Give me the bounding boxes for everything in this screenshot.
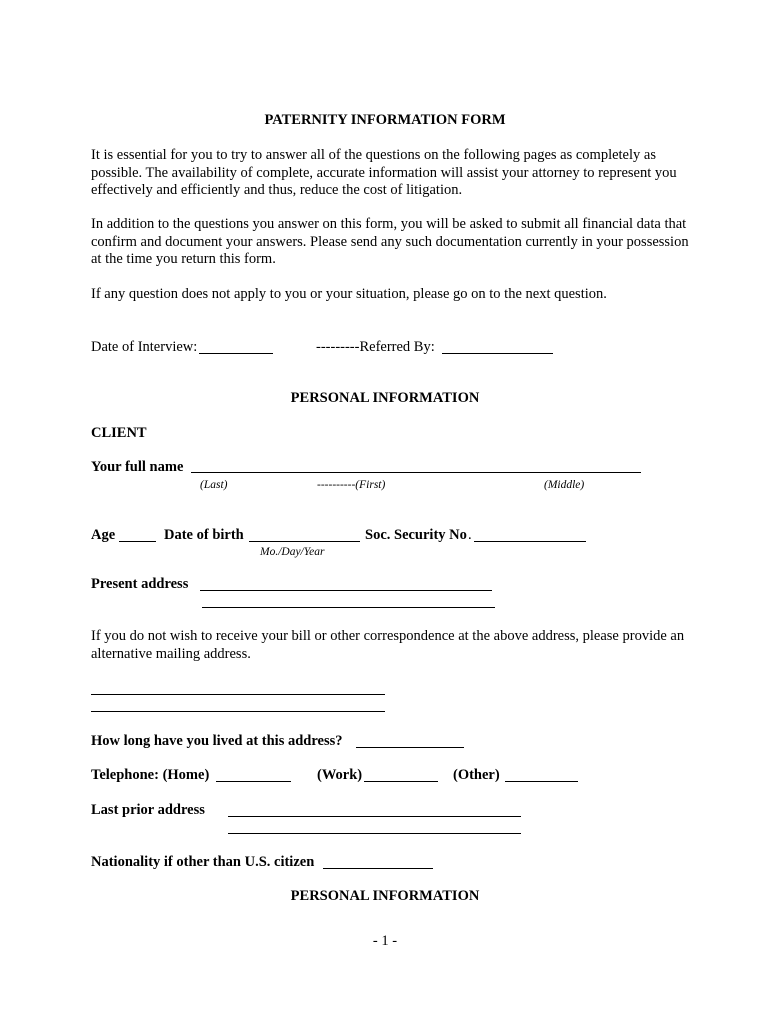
how-long-label: How long have you lived at this address? [91,733,343,749]
how-long-field[interactable] [356,747,464,748]
intro-paragraph-2: In addition to the questions you answer on this form, you will be asked to submit all financial data that confirm and document your answers. Please send any such documentation currently in your possession at the time you return this form. [91,216,689,267]
date-of-interview-field[interactable] [199,353,273,354]
telephone-work-field[interactable] [364,781,438,782]
alt-address-field-1[interactable] [91,694,385,695]
telephone-home-label: Telephone: (Home) [91,767,210,783]
referred-by-field[interactable] [442,353,553,354]
last-prior-address-field-2[interactable] [228,833,521,834]
alt-mailing-text: If you do not wish to receive your bill or other correspondence at the above address, please provide an alternative mailing address. [91,628,685,662]
last-prior-address-field-1[interactable] [228,816,521,817]
client-heading: CLIENT [91,425,147,441]
alt-address-field-2[interactable] [91,711,385,712]
date-of-interview-label: Date of Interview: [91,339,198,355]
dob-hint: Mo./Day/Year [260,546,325,558]
present-address-label: Present address [91,576,189,592]
nationality-label: Nationality if other than U.S. citizen [91,854,315,870]
form-title: PATERNITY INFORMATION FORM [264,112,506,128]
full-name-last-hint: (Last) [200,479,228,491]
age-field[interactable] [119,541,156,542]
last-prior-address-label: Last prior address [91,802,205,818]
full-name-label: Your full name [91,459,184,475]
full-name-first-hint: ----------(First) [317,479,386,491]
footer-section-title: PERSONAL INFORMATION [290,888,480,904]
intro-paragraph-3: If any question does not apply to you or your situation, please go on to the next question. [91,286,607,302]
telephone-other-label: (Other) [453,767,500,783]
telephone-work-label: (Work) [317,767,363,783]
dob-label: Date of birth [164,527,244,543]
nationality-field[interactable] [323,868,433,869]
telephone-home-field[interactable] [216,781,291,782]
full-name-middle-hint: (Middle) [544,479,585,491]
ssn-field[interactable] [474,541,586,542]
age-label: Age [91,527,116,543]
present-address-field-1[interactable] [200,590,492,591]
dob-field[interactable] [249,541,360,542]
present-address-field-2[interactable] [202,607,495,608]
referred-by-label: ---------Referred By: [316,339,435,355]
full-name-field[interactable] [191,472,641,473]
page-number: - 1 - [372,933,398,949]
section-title: PERSONAL INFORMATION [290,390,480,406]
telephone-other-field[interactable] [505,781,578,782]
ssn-dot: . [468,527,472,543]
ssn-label: Soc. Security No [365,527,467,543]
intro-paragraph-1: It is essential for you to try to answer all of the questions on the following pages as completely as possible. The availability of complete, accurate information will assist your attorney to represent you effectively and efficiently and thus, reduce the cost of litigation. [91,147,677,198]
